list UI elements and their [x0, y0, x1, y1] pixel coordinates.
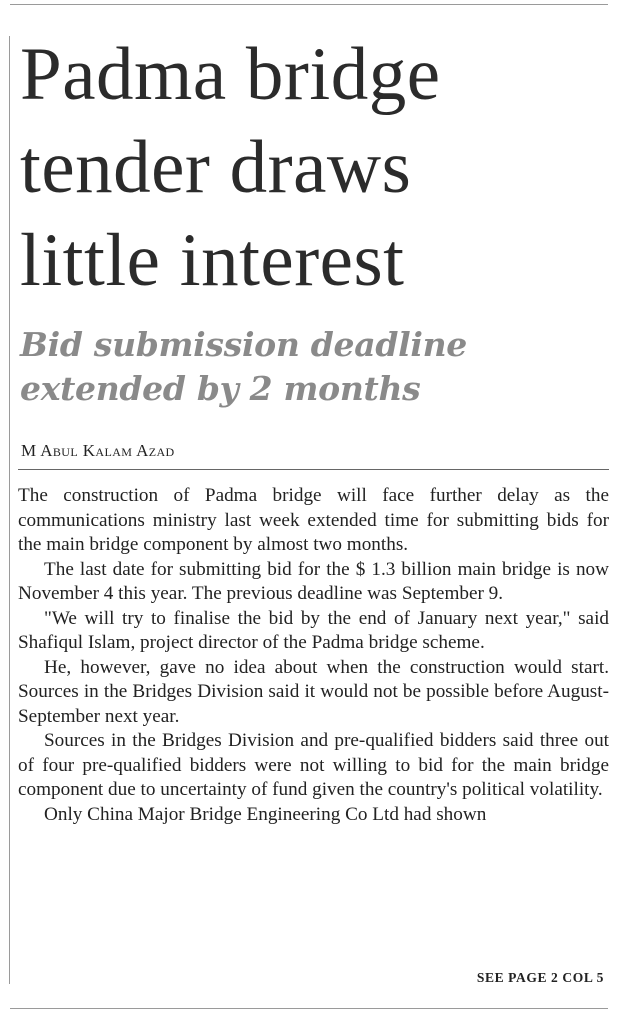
article-body — [18, 484, 609, 827]
paragraph: Sources in the Bridges Division and pre-qualified bidders said three out of four pre-qualified bidders were not willing to bid for the main bridge component due to uncertainty of fund given the country's political volatility. — [18, 730, 609, 800]
headline-line-1: Padma bridge — [20, 33, 441, 116]
top-border-rule — [10, 4, 608, 5]
paragraph: The construction of Padma bridge will face further delay as the communications ministry last week extended time for submitting bids for the main bridge component by almost two months. — [18, 485, 609, 555]
paragraph: "We will try to finalise the bid by the end of January next year," said Shafiqul Islam, project director of the Padma bridge scheme. — [18, 607, 609, 653]
byline: M Abul Kalam Azad — [21, 441, 175, 460]
paragraph: He, however, gave no idea about when the construction would start. Sources in the Bridges Division said it would not be possible before August-September next year. — [18, 656, 609, 727]
subheadline — [20, 323, 610, 411]
headline — [20, 28, 610, 307]
continuation-jump-line: SEE PAGE 2 COL 5 — [476, 970, 604, 985]
paragraph: The last date for submitting bid for the $ 1.3 billion main bridge is now November 4 this year. The previous deadline was September 9. — [18, 558, 609, 604]
subhead-line-1: Bid submission deadline — [20, 325, 467, 364]
left-column-rule — [9, 36, 10, 984]
paragraph: Only China Major Bridge Engineering Co Ltd had shown — [44, 803, 487, 825]
subhead-line-2: extended by 2 months — [20, 369, 421, 408]
bottom-border-rule — [10, 1008, 608, 1009]
byline-divider — [18, 469, 609, 470]
headline-line-2: tender draws — [20, 126, 412, 209]
headline-line-3: little interest — [20, 219, 405, 302]
